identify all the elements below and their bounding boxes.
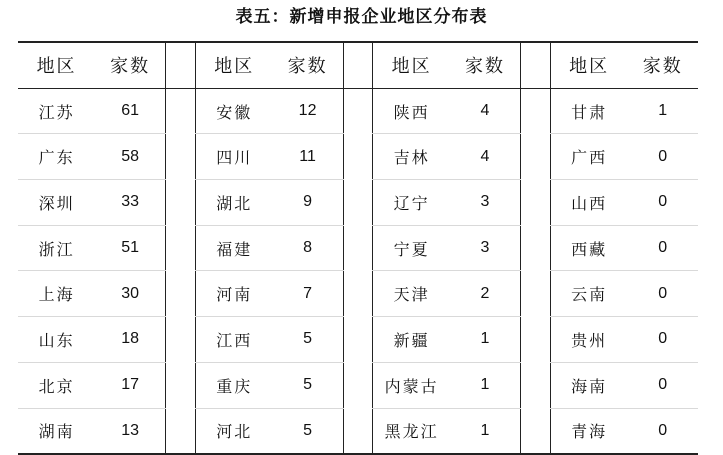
column-gap [166,43,196,88]
count-cell: 0 [627,317,698,363]
count-cell: 0 [627,180,698,226]
column-gap [521,134,551,180]
count-cell: 13 [95,408,166,453]
column-gap [166,88,196,134]
column-gap [343,225,373,271]
column-gap [166,317,196,363]
count-cell: 1 [450,362,521,408]
region-cell: 贵州 [550,317,627,363]
count-cell: 61 [95,88,166,134]
table-row [18,134,698,180]
region-header: 地区 [550,43,627,88]
count-cell: 5 [273,408,344,453]
count-cell: 17 [95,362,166,408]
header-row [18,43,698,88]
region-cell: 陕西 [373,88,450,134]
column-gap [166,180,196,226]
count-header: 家数 [95,43,166,88]
count-cell: 5 [273,317,344,363]
column-gap [521,362,551,408]
region-cell: 湖北 [195,180,272,226]
table-row [18,180,698,226]
region-header: 地区 [18,43,95,88]
region-cell: 江苏 [18,88,95,134]
count-cell: 3 [450,225,521,271]
count-cell: 9 [273,180,344,226]
region-cell: 西藏 [550,225,627,271]
count-cell: 3 [450,180,521,226]
region-cell: 云南 [550,271,627,317]
table-row [18,88,698,134]
count-cell: 4 [450,134,521,180]
region-cell: 山东 [18,317,95,363]
column-gap [521,271,551,317]
count-header: 家数 [627,43,698,88]
column-gap [343,88,373,134]
column-gap [521,88,551,134]
region-cell: 辽宁 [373,180,450,226]
count-cell: 12 [273,88,344,134]
region-cell: 重庆 [195,362,272,408]
column-gap [343,180,373,226]
column-gap [343,408,373,453]
count-cell: 11 [273,134,344,180]
column-gap [521,408,551,453]
column-gap [521,225,551,271]
count-header: 家数 [273,43,344,88]
column-gap [343,271,373,317]
count-cell: 7 [273,271,344,317]
count-cell: 51 [95,225,166,271]
column-gap [343,362,373,408]
region-cell: 海南 [550,362,627,408]
count-header: 家数 [450,43,521,88]
column-gap [521,180,551,226]
region-cell: 黑龙江 [373,408,450,453]
region-cell: 浙江 [18,225,95,271]
column-gap [343,134,373,180]
column-gap [343,317,373,363]
count-cell: 8 [273,225,344,271]
count-cell: 30 [95,271,166,317]
table-row [18,362,698,408]
count-cell: 0 [627,271,698,317]
region-cell: 河北 [195,408,272,453]
region-cell: 安徽 [195,88,272,134]
column-gap [343,43,373,88]
count-cell: 0 [658,421,668,439]
count-cell: 4 [450,88,521,134]
region-cell: 甘肃 [550,88,627,134]
table-row [18,271,698,317]
count-cell: 58 [95,134,166,180]
column-gap [521,43,551,88]
count-cell: 1 [450,408,521,453]
region-cell: 四川 [195,134,272,180]
column-gap [166,362,196,408]
region-cell: 天津 [373,271,450,317]
region-cell: 广东 [18,134,95,180]
column-gap [521,317,551,363]
region-header: 地区 [195,43,272,88]
column-gap [166,134,196,180]
table-title: 表五：新增申报企业地区分布表 [235,7,488,27]
region-cell: 山西 [550,180,627,226]
region-cell: 江西 [195,317,272,363]
table-row [18,225,698,271]
region-header: 地区 [373,43,450,88]
region-cell: 河南 [195,271,272,317]
count-cell: 0 [627,225,698,271]
column-gap [166,225,196,271]
column-gap [166,271,196,317]
region-cell: 湖南 [38,422,75,442]
region-cell: 宁夏 [373,225,450,271]
region-cell: 广西 [550,134,627,180]
region-distribution-table [18,41,698,455]
count-cell: 1 [450,317,521,363]
count-cell: 33 [95,180,166,226]
count-cell: 0 [627,362,698,408]
count-cell: 1 [627,88,698,134]
region-cell: 青海 [550,408,627,453]
region-cell: 新疆 [373,317,450,363]
count-cell: 2 [450,271,521,317]
count-cell: 18 [95,317,166,363]
region-cell: 福建 [195,225,272,271]
region-cell: 北京 [18,362,95,408]
table-row [18,317,698,363]
column-gap [166,408,196,453]
count-cell: 0 [627,134,698,180]
region-cell: 深圳 [18,180,95,226]
count-cell: 5 [273,362,344,408]
region-cell: 上海 [18,271,95,317]
region-cell: 吉林 [373,134,450,180]
region-cell: 内蒙古 [373,362,450,408]
table-row [18,408,698,453]
